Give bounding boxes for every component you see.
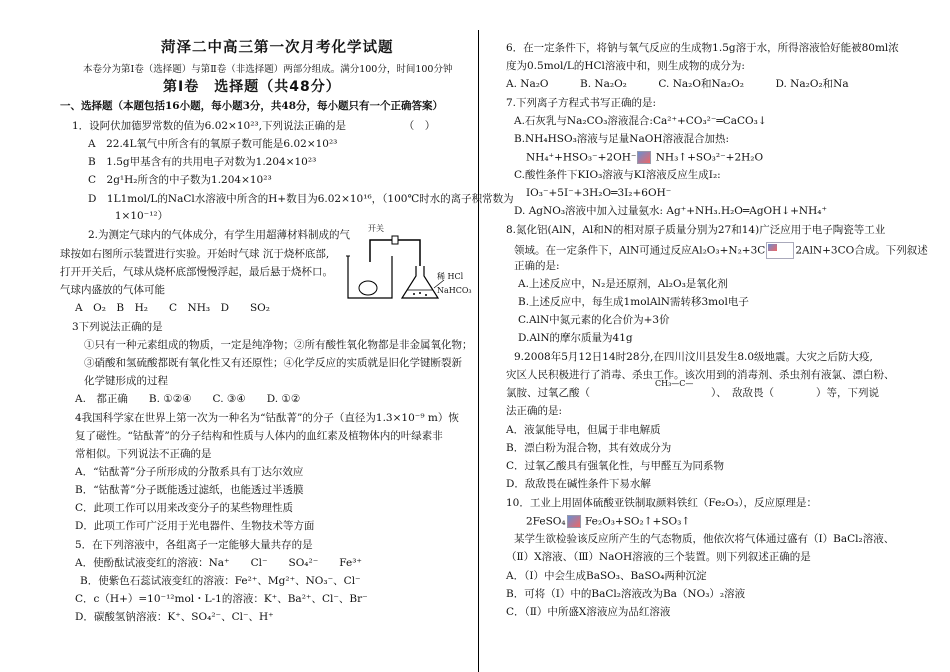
q5-option-c: C．c（H+）=10⁻¹²mol・L-1的溶液：K⁺、Ba²⁺、Cl⁻、Br⁻: [75, 593, 368, 605]
q8-option-a: A.上述反应中，N₂是还原剂，Al₂O₃是氧化剂: [518, 278, 728, 290]
q1-option-a: A 22.4L氧气中所含有的氧原子数可能是6.02×10²³: [88, 138, 338, 150]
switch-label: 开关: [368, 224, 384, 233]
q10-option-b: B．可将（Ⅰ）中的BaCl₂溶液改为Ba（NO₃）₂溶液: [506, 588, 746, 600]
question-6: 6．在一定条件下，将钠与氧气反应的生成物1.5g溶于水，所得溶液恰好能被80ml浓: [506, 42, 899, 54]
q9-option-a: A．液氯能导电，但属于非电解质: [506, 424, 661, 436]
exam-info: 本卷分为第Ⅰ卷（选择题）与第Ⅱ卷（非选择题）两部分组成。满分100分，时间100分钟: [83, 64, 453, 75]
question-1: 1．设阿伏加德罗常数的值为6.02×10²³,下列说法正确的是 （ ）: [72, 120, 436, 132]
question-2-line2: 球按如右图所示装置进行实验。开始时气球 沉于烧杯底部,: [60, 248, 330, 260]
q8-option-c: C.AlN中氮元素的化合价为+3价: [518, 314, 670, 326]
question-8-line3: 正确的是:: [514, 260, 560, 272]
q8-option-b: B.上述反应中，每生成1molAlN需转移3mol电子: [518, 296, 749, 308]
question-4-line2: 复了磁性。“钴酞菁”的分子结构和性质与人体内的血红素及植物体内的叶绿素非: [75, 430, 443, 442]
q4-option-b: B．“钴酞菁”分子既能透过滤纸，也能透过半透膜: [75, 484, 304, 496]
q7-option-a: A.石灰乳与Na₂CO₃溶液混合:Ca²⁺+CO₃²⁻═CaCO₃↓: [514, 115, 767, 127]
q9-option-b: B．漂白粉为混合物，其有效成分为: [506, 442, 672, 454]
column-divider: [478, 30, 479, 672]
q3-statement-1: ①只有一种元素组成的物质，一定是纯净物；②所有酸性氧化物都是非金属氧化物；: [84, 339, 473, 351]
q5-option-a: A．使酚酞试液变红的溶液：Na⁺ Cl⁻ SO₄²⁻ Fe³⁺: [75, 557, 362, 569]
q8-option-d: D.AlN的摩尔质量为41g: [518, 332, 633, 344]
section-heading: 一、选择题（本题包括16小题，每小题3分，共48分，每小题只有一个正确答案）: [60, 100, 444, 112]
reagent-label-nahco3: NaHCO₃: [437, 286, 472, 295]
q7-b-products: NH₃↑+SO₃²⁻+2H₂O: [655, 151, 764, 164]
q5-option-d: D．碳酸氢钠溶液：K⁺、SO₄²⁻、Cl⁻、H⁺: [75, 611, 274, 623]
q3-statement-3: 化学键形成的过程: [84, 375, 168, 387]
q2-options: A O₂ B H₂ C NH₃ D SO₂: [75, 302, 270, 314]
question-2: 2.为测定气球内的气体成分，有学生用超薄材料制成的气: [88, 229, 351, 241]
page-title: 菏泽二中高三第一次月考化学试题: [161, 40, 394, 56]
q10-products: Fe₂O₃+SO₂↑+SO₃↑: [584, 515, 691, 528]
q9-option-d: D．敌敌畏在碱性条件下易水解: [506, 478, 651, 490]
question-10-line4: （Ⅱ）X溶液、（Ⅲ）NaOH溶液的三个装置。则下列叙述正确的是: [506, 551, 811, 563]
q4-option-c: C．此项工作可以用来改变分子的某些物理性质: [75, 502, 294, 514]
q1-option-c: C 2g¹H₂所含的中子数为1.204×10²³: [88, 174, 272, 186]
q4-option-d: D．此项工作可广泛用于光电器件、生物技术等方面: [75, 520, 315, 532]
question-4-line3: 常相似。下列说法不正确的是: [75, 448, 212, 460]
question-7: 7.下列离子方程式书写正确的是:: [506, 97, 657, 109]
q10-equation: [526, 515, 690, 529]
q10-reactant: 2FeSO₄: [526, 515, 566, 528]
reaction-condition-image-icon: [766, 242, 794, 259]
q8-reaction-left: 领域。在一定条件下，AlN可通过反应Al₂O₃+N₂+3C: [514, 244, 766, 257]
question-5: 5．在下列溶液中，各组离子一定能够大量共存的是: [75, 539, 313, 551]
q7-option-d: D. AgNO₃溶液中加入过量氨水: Ag⁺+NH₃.H₂O═AgOH↓+NH₄⁺: [514, 205, 827, 217]
question-2-line4: 气球内盛放的气体可能: [60, 284, 165, 296]
question-8-line2: [514, 242, 928, 259]
q4-option-a: A．“钴酞菁”分子所形成的分散系具有丁达尔效应: [75, 466, 304, 478]
reagent-label-hcl: 稀 HCl: [437, 272, 464, 281]
q1-option-d: D 1L1mol/L的NaCl水溶液中所含的H+数目为6.02×10¹⁶，（100℃时水的离子积常数为: [88, 193, 514, 205]
peracetic-acid-structure: CH₃—C—: [655, 379, 694, 388]
q7-option-b: B.NH₄HSO₃溶液与足量NaOH溶液混合加热:: [514, 133, 730, 145]
question-9: 9.2008年5月12日14时28分,在四川汶川县发生8.0级地震。大灾之后防大疫,: [514, 351, 873, 363]
q5-option-b: B．使紫色石蕊试液变红的溶液：Fe²⁺、Mg²⁺、NO₃⁻、Cl⁻: [80, 575, 361, 587]
question-10: 10．工业上用固体硫酸亚铁制取颜料铁红（Fe₂O₃），反应原理是：: [506, 497, 818, 509]
question-9-line4: 法正确的是:: [506, 405, 563, 417]
question-9-line3-b: ）、 敌敌畏（ ）等，下列说: [711, 387, 879, 399]
question-6-line2: 度为0.5mol/L的HCl溶液中和，则生成物的成分为:: [506, 60, 745, 72]
q3-statement-2: ③硝酸和氢硫酸都既有氧化性又有还原性；④化学反应的实质就是旧化学键断裂新: [84, 357, 462, 369]
q10-option-a: A．（Ⅰ）中会生成BaSO₃、BaSO₄两种沉淀: [506, 570, 707, 582]
question-9-line3-a: 氯胺、过氧乙酸（: [506, 387, 590, 399]
question-3: 3下列说法正确的是: [72, 321, 163, 333]
q9-option-c: C．过氧乙酸具有强氧化性，与甲醛互为同系物: [506, 460, 725, 472]
heat-condition-image-icon: [567, 515, 581, 528]
question-8: 8.氮化铝(AlN，Al和N的相对原子质量分别为27和14)广泛应用于电子陶瓷等工业: [506, 224, 886, 236]
q7-c-equation: IO₃⁻+5I⁻+3H₂O═3I₂+6OH⁻: [526, 187, 672, 199]
q7-option-c: C.酸性条件下KIO₃溶液与KI溶液反应生成I₂:: [514, 169, 721, 181]
question-2-line3: 打开开关后，气球从烧杯底部慢慢浮起，最后悬于烧杯口。: [60, 266, 333, 278]
q7-b-reactants: NH₄⁺+HSO₃⁻+2OH⁻: [526, 151, 637, 164]
part-heading: 第Ⅰ卷 选择题（共48分）: [163, 79, 341, 95]
question-4: 4我国科学家在世界上第一次为一种名为“钴酞菁”的分子（直径为1.3×10⁻⁹ m）恢: [75, 412, 459, 424]
q8-reaction-right: 2AlN+3CO合成。下列叙述: [795, 244, 928, 257]
heat-arrow-image-icon: [637, 151, 651, 164]
question-10-line3: 某学生欲检验该反应所产生的气态物质，他依次将气体通过盛有（Ⅰ）BaCl₂溶液、: [514, 533, 895, 545]
q1-option-b: B 1.5g甲基含有的共用电子对数为1.204×10²³: [88, 156, 317, 168]
question-9-line2: 灾区人民积极进行了消毒、杀虫工作。该次用到的消毒剂、杀虫剂有液氯、漂白粉、: [506, 369, 895, 381]
q7-b-equation: [526, 151, 763, 165]
q3-options: A. 都正确 B. ①②④ C. ③④ D. ①②: [75, 393, 301, 405]
q10-option-c: C．（Ⅱ）中所盛X溶液应为品红溶液: [506, 606, 671, 618]
q1-option-d-cont: 1×10⁻¹²）: [101, 210, 169, 222]
q6-options: A. Na₂O B. Na₂O₂ C. Na₂O和Na₂O₂ D. Na₂O₂和Na: [506, 78, 849, 90]
